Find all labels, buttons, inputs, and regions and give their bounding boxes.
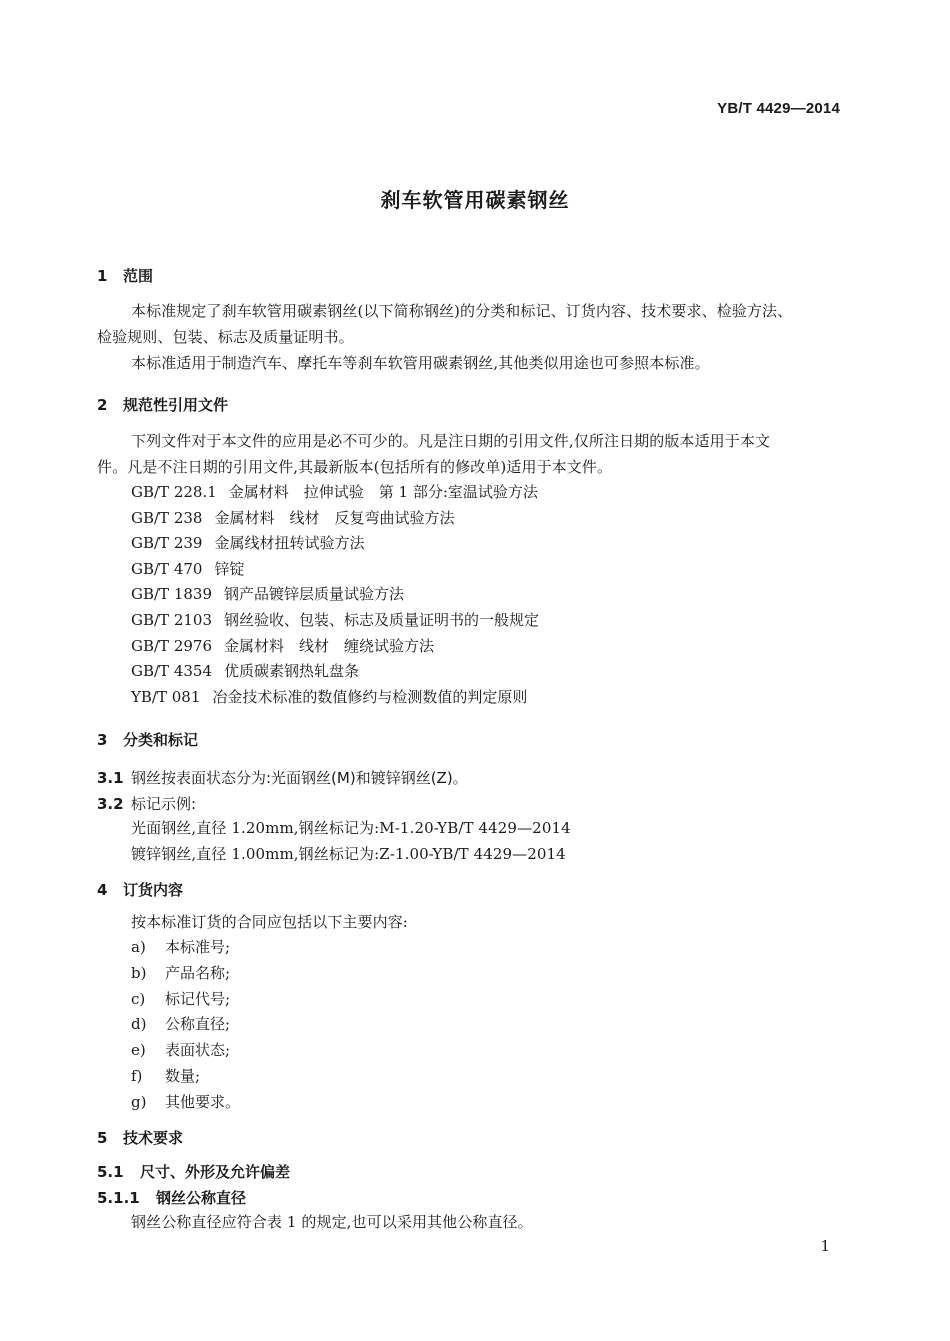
reference-title: 锌锭 (214, 559, 245, 578)
clause-title: 钢丝公称直径 (156, 1189, 247, 1207)
list-item (131, 935, 240, 961)
scope-paragraph-1-line-1: 本标准规定了刹车软管用碳素钢丝(以下简称钢丝)的分类和标记、订货内容、技术要求、检验方法、 (131, 302, 793, 320)
reference-code: GB/T 2103 (131, 610, 213, 629)
section-title: 分类和标记 (123, 731, 199, 749)
clause-number: 5.1.1 (97, 1189, 140, 1207)
list-item (131, 987, 240, 1013)
marking-example-1: 光面钢丝,直径 1.20mm,钢丝标记为:M-1.20-YB/T 4429—2014 (131, 819, 571, 837)
reference-title: 金属材料 拉伸试验 第 1 部分:室温试验方法 (228, 483, 538, 501)
clause-3-1 (97, 767, 468, 788)
document-title: 刹车软管用碳素钢丝 (380, 188, 570, 212)
list-item (131, 1038, 240, 1064)
item-label: c) (131, 989, 146, 1008)
item-text: 数量; (165, 1066, 201, 1085)
clause-3-2 (97, 793, 196, 814)
scope-paragraph-1-line-2: 检验规则、包装、标志及质量证明书。 (97, 328, 354, 346)
list-item (131, 961, 240, 987)
reference-title: 金属材料 线材 反复弯曲试验方法 (214, 508, 455, 527)
section-title: 范围 (123, 267, 154, 285)
reference-code: GB/T 2976 (131, 636, 213, 655)
reference-item (131, 659, 539, 685)
item-text: 产品名称; (165, 963, 231, 982)
reference-title: 冶金技术标准的数值修约与检测数值的判定原则 (212, 687, 528, 706)
reference-title: 金属材料 线材 缠绕试验方法 (224, 636, 435, 655)
reference-item (131, 582, 539, 608)
clause-5-1-1-text: 钢丝公称直径应符合表 1 的规定,也可以采用其他公称直径。 (131, 1213, 533, 1231)
standard-code: YB/T 4429—2014 (717, 100, 840, 117)
item-label: f) (131, 1066, 143, 1085)
item-label: b) (131, 963, 147, 982)
normative-references-list (131, 480, 539, 710)
clause-title: 尺寸、外形及允许偏差 (140, 1163, 291, 1181)
reference-item (131, 557, 539, 583)
clause-5-1-heading (97, 1161, 290, 1182)
section-title: 规范性引用文件 (123, 396, 229, 414)
section-2-heading (97, 394, 228, 415)
section-title: 技术要求 (123, 1129, 184, 1147)
section-number: 5 (97, 1129, 108, 1147)
clause-text: 标记示例: (131, 795, 197, 813)
scope-paragraph-2: 本标准适用于制造汽车、摩托车等刹车软管用碳素钢丝,其他类似用途也可参照本标准。 (131, 354, 710, 372)
references-intro-line-1: 下列文件对于本文件的应用是必不可少的。凡是注日期的引用文件,仅所注日期的版本适用于本文 (131, 432, 771, 450)
reference-item (131, 531, 539, 557)
section-number: 4 (97, 881, 108, 899)
reference-title: 钢丝验收、包装、标志及质量证明书的一般规定 (224, 610, 540, 629)
order-items-list (131, 935, 240, 1116)
reference-code: YB/T 081 (131, 687, 201, 706)
item-text: 表面状态; (165, 1041, 231, 1060)
reference-title: 优质碳素钢热轧盘条 (224, 662, 360, 681)
item-label: e) (131, 1041, 146, 1060)
reference-title: 钢产品镀锌层质量试验方法 (224, 585, 405, 604)
clause-number: 3.2 (97, 795, 124, 813)
references-intro-line-2: 件。凡是不注日期的引用文件,其最新版本(包括所有的修改单)适用于本文件。 (97, 458, 613, 476)
section-title: 订货内容 (123, 881, 184, 899)
item-label: g) (131, 1092, 147, 1111)
item-text: 公称直径; (165, 1015, 231, 1034)
item-text: 其他要求。 (165, 1092, 241, 1111)
section-3-heading (97, 729, 198, 750)
list-item (131, 1012, 240, 1038)
list-item (131, 1090, 240, 1116)
section-1-heading (97, 265, 153, 286)
reference-item (131, 634, 539, 660)
section-4-heading (97, 879, 183, 900)
clause-number: 5.1 (97, 1163, 124, 1181)
item-label: a) (131, 938, 146, 956)
clause-number: 3.1 (97, 769, 124, 787)
order-content-intro: 按本标准订货的合同应包括以下主要内容: (131, 913, 408, 931)
item-text: 本标准号; (165, 938, 231, 956)
reference-code: GB/T 4354 (131, 662, 213, 681)
section-number: 2 (97, 396, 108, 414)
reference-item (131, 480, 539, 506)
reference-code: GB/T 228.1 (131, 483, 217, 501)
reference-code: GB/T 1839 (131, 585, 213, 604)
item-label: d) (131, 1015, 147, 1034)
item-text: 标记代号; (165, 989, 231, 1008)
page-number: 1 (820, 1237, 830, 1255)
clause-text: 钢丝按表面状态分为:光面钢丝(M)和镀锌钢丝(Z)。 (131, 769, 468, 787)
reference-item (131, 685, 539, 711)
section-number: 3 (97, 731, 108, 749)
reference-title: 金属线材扭转试验方法 (214, 534, 365, 553)
reference-item (131, 608, 539, 634)
reference-item (131, 506, 539, 532)
clause-5-1-1-heading (97, 1187, 246, 1208)
list-item (131, 1064, 240, 1090)
reference-code: GB/T 238 (131, 508, 203, 527)
section-5-heading (97, 1127, 183, 1148)
section-number: 1 (97, 267, 108, 285)
reference-code: GB/T 239 (131, 534, 203, 553)
marking-example-2: 镀锌钢丝,直径 1.00mm,钢丝标记为:Z-1.00-YB/T 4429—2014 (131, 845, 566, 863)
reference-code: GB/T 470 (131, 559, 203, 578)
